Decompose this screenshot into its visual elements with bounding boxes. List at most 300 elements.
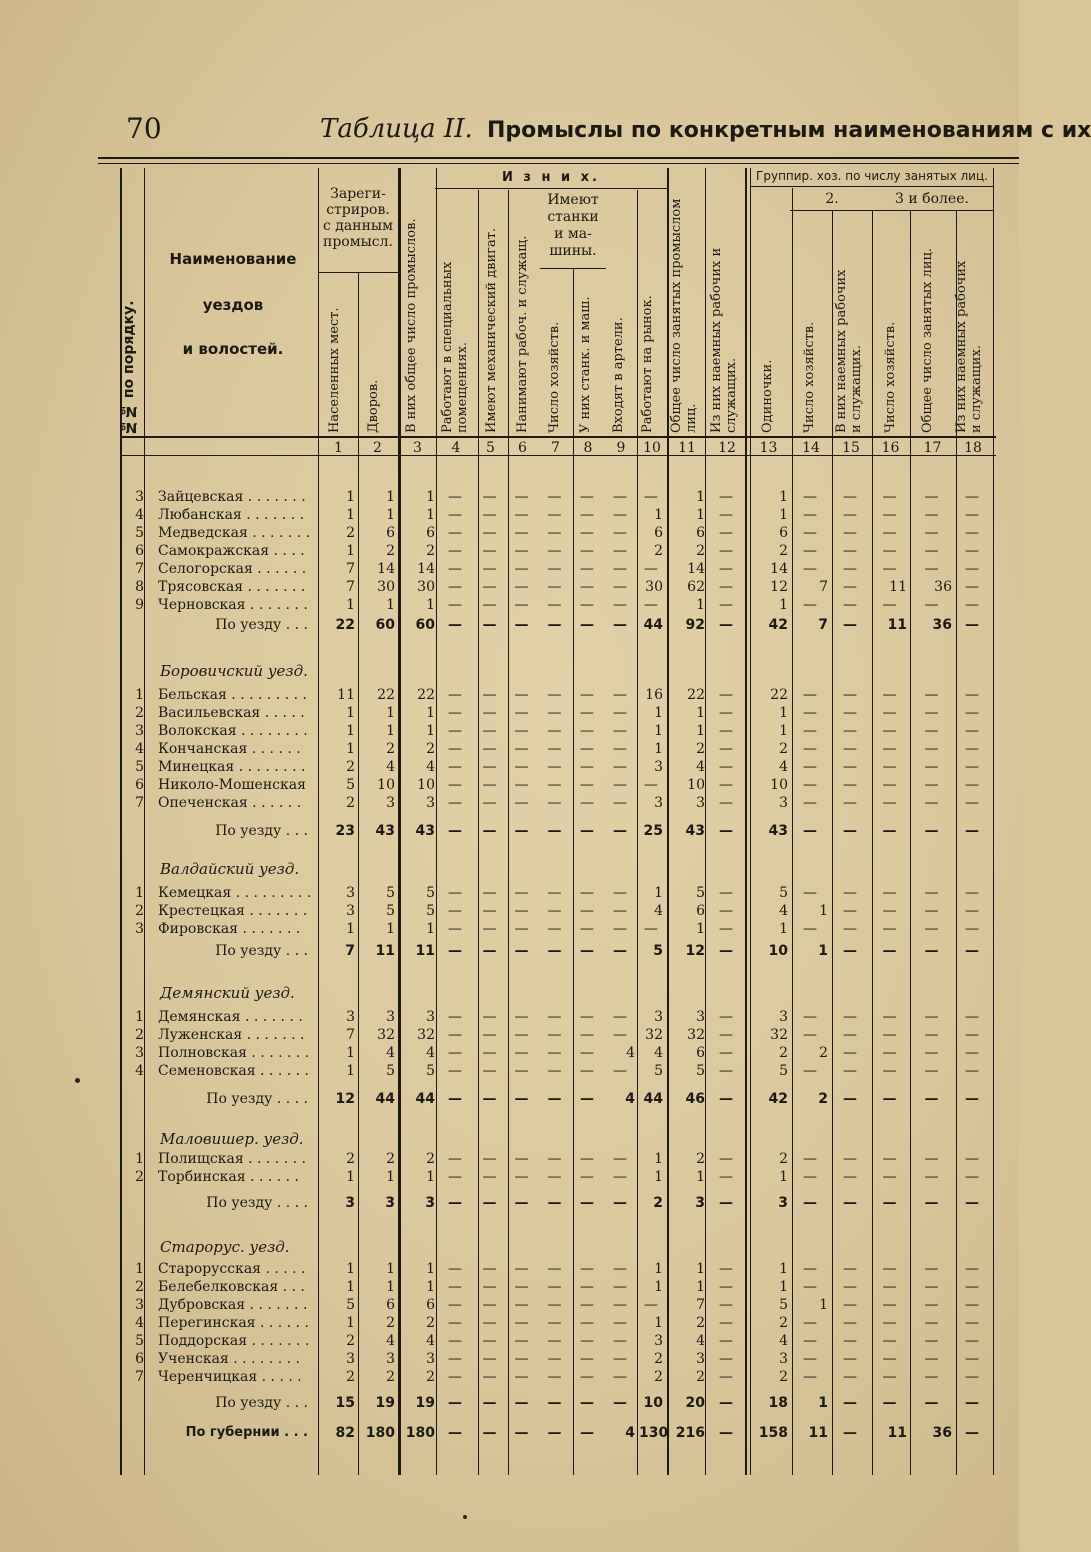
row-number: 1 (135, 1009, 144, 1025)
district-subheader (0, 1238, 1019, 1256)
cell-col-14: — (803, 1333, 817, 1349)
cell-col-10: — (644, 921, 658, 937)
cell-col-6: — (514, 1425, 529, 1441)
cell-col-7: — (547, 1351, 562, 1367)
cell-col-16: — (882, 1395, 897, 1411)
cell-col-13: 2 (779, 741, 788, 757)
cell-col-7: — (547, 617, 562, 633)
cell-col-5: — (482, 741, 497, 757)
cell-col-13: 10 (768, 943, 788, 959)
cell-col-12: — (719, 921, 733, 937)
top-rule-thin (98, 163, 1019, 164)
cell-col-14: — (803, 705, 817, 721)
table-row (0, 740, 1019, 758)
cell-col-14: — (803, 1063, 817, 1079)
cell-col-12: — (719, 1045, 733, 1061)
row-name: Торбинская . . . . . . (158, 1169, 299, 1185)
cell-col-15: — (843, 525, 857, 541)
table-row (0, 596, 1019, 614)
row-name: Медведская . . . . . . . (158, 525, 311, 541)
cell-col-17: — (924, 1063, 939, 1079)
cell-col-9: — (613, 687, 627, 703)
cell-col-13: 1 (779, 1279, 788, 1295)
cell-col-7: — (547, 1261, 562, 1277)
cell-col-10: 3 (654, 759, 663, 775)
total-row (0, 616, 1019, 634)
cell-col-2: 5 (386, 903, 395, 919)
row-name: Волокская . . . . . . . . (158, 723, 308, 739)
ink-speck (75, 1078, 80, 1083)
row-number: 4 (135, 507, 144, 523)
cell-col-13: 1 (779, 489, 788, 505)
cell-col-3: 3 (425, 1195, 435, 1211)
table-row (0, 1350, 1019, 1368)
cell-col-12: — (719, 525, 733, 541)
cell-col-7: — (547, 723, 562, 739)
cell-col-8: — (580, 777, 594, 793)
cell-col-1: 5 (346, 777, 355, 793)
cell-col-16: — (882, 903, 897, 919)
cell-col-11: 92 (685, 617, 705, 633)
cell-col-15: — (843, 617, 857, 633)
district-subheader (0, 1130, 1019, 1148)
row-name: Демянский уезд. (160, 984, 295, 1002)
cell-col-1: 23 (335, 823, 355, 839)
cell-col-8: — (580, 687, 594, 703)
cell-col-1: 1 (346, 1315, 355, 1331)
cell-col-17: — (924, 759, 939, 775)
cell-col-5: — (482, 525, 497, 541)
cell-col-13: 43 (768, 823, 788, 839)
cell-col-14: 7 (818, 617, 828, 633)
row-number: 7 (135, 1369, 144, 1385)
row-name: Любанская . . . . . . . (158, 507, 305, 523)
cell-col-2: 2 (386, 543, 395, 559)
cell-col-12: — (719, 687, 733, 703)
cell-col-15: — (843, 1351, 857, 1367)
cell-col-17: — (924, 1027, 939, 1043)
cell-col-8: — (580, 1333, 594, 1349)
cell-col-14: — (803, 1369, 817, 1385)
cell-col-5: — (482, 1425, 497, 1441)
cell-col-3: 1 (426, 1169, 435, 1185)
cell-col-14: — (803, 1351, 817, 1367)
hired-workers-header: Из них наемных рабочих и служащих. (709, 247, 739, 433)
cell-col-15: — (843, 1063, 857, 1079)
cell-col-4: — (448, 1425, 462, 1441)
cell-col-5: — (482, 1169, 497, 1185)
cell-col-9: — (613, 885, 627, 901)
cell-col-16: — (882, 597, 897, 613)
cell-col-6: — (514, 597, 529, 613)
cell-col-15: — (843, 1009, 857, 1025)
cell-col-13: 1 (779, 1261, 788, 1277)
cell-col-5: — (482, 489, 497, 505)
cell-col-14: — (803, 777, 817, 793)
column-number: 6 (518, 440, 527, 456)
cell-col-3: 2 (426, 1369, 435, 1385)
cell-col-12: — (719, 489, 733, 505)
cell-col-4: — (448, 525, 462, 541)
cell-col-16: — (882, 1261, 897, 1277)
cell-col-5: — (482, 1045, 497, 1061)
cell-col-13: 18 (768, 1395, 788, 1411)
row-name: Луженская . . . . . . . (158, 1027, 305, 1043)
row-number: 5 (135, 1333, 144, 1349)
cell-col-15: — (843, 561, 857, 577)
table-row (0, 1278, 1019, 1296)
cell-col-7: — (547, 1063, 562, 1079)
cell-col-8: — (580, 579, 594, 595)
cell-col-7: — (547, 1315, 562, 1331)
cell-col-7: — (547, 921, 562, 937)
cell-col-14: — (803, 507, 817, 523)
cell-col-16: — (882, 687, 897, 703)
cell-col-12: — (719, 1261, 733, 1277)
cell-col-7: — (547, 1009, 562, 1025)
cell-col-18: — (965, 1315, 979, 1331)
cell-col-18: — (965, 579, 979, 595)
row-name: Бельская . . . . . . . . . (158, 687, 307, 703)
cell-col-8: — (580, 795, 594, 811)
cell-col-12: — (719, 1369, 733, 1385)
cell-col-10: 16 (645, 687, 663, 703)
cell-col-5: — (482, 687, 497, 703)
cell-col-15: — (843, 489, 857, 505)
cell-col-11: 2 (696, 1151, 705, 1167)
cell-col-18: — (965, 507, 979, 523)
cell-col-1: 2 (346, 1369, 355, 1385)
cell-col-14: — (803, 1261, 817, 1277)
cell-col-6: — (514, 885, 529, 901)
cell-col-10: — (644, 1297, 658, 1313)
cell-col-7: — (547, 507, 562, 523)
cell-col-10: 1 (654, 1279, 663, 1295)
cell-col-3: 2 (426, 1151, 435, 1167)
row-number: 2 (135, 705, 144, 721)
cell-col-16: — (882, 1091, 897, 1107)
cell-col-5: — (482, 1333, 497, 1349)
cell-col-11: 6 (696, 903, 705, 919)
cell-col-18: — (965, 1151, 979, 1167)
cell-col-16: — (882, 1297, 897, 1313)
cell-col-17: — (924, 1151, 939, 1167)
total-row (0, 1394, 1019, 1412)
cell-col-4: — (448, 1369, 462, 1385)
cell-col-16: — (882, 943, 897, 959)
cell-col-17: — (924, 777, 939, 793)
cell-col-9: — (613, 489, 627, 505)
cell-col-4: — (448, 1351, 462, 1367)
row-name: По уезду . . . . (206, 1091, 308, 1107)
cell-col-2: 1 (386, 1169, 395, 1185)
cell-col-8: — (580, 1169, 594, 1185)
cell-col-2: 2 (386, 1151, 395, 1167)
cell-col-10: — (644, 777, 658, 793)
row-number: 2 (135, 1169, 144, 1185)
cell-col-8: — (580, 1195, 594, 1211)
cell-col-1: 1 (346, 921, 355, 937)
cell-col-4: — (448, 1279, 462, 1295)
cell-col-7: — (547, 1045, 562, 1061)
cell-col-5: — (482, 1261, 497, 1277)
cell-col-15: — (843, 705, 857, 721)
cell-col-2: 1 (386, 723, 395, 739)
row-name: Крестецкая . . . . . . . (158, 903, 308, 919)
cell-col-2: 3 (385, 1195, 395, 1211)
cell-col-16: — (882, 1151, 897, 1167)
cell-col-12: — (719, 1425, 733, 1441)
cell-col-16: — (882, 507, 897, 523)
cell-col-6: — (514, 795, 529, 811)
cell-col-16: — (882, 1369, 897, 1385)
cell-col-16: — (882, 795, 897, 811)
cell-col-15: — (843, 543, 857, 559)
cell-col-4: — (448, 741, 462, 757)
cell-col-17: 36 (932, 617, 952, 633)
cell-col-18: — (965, 759, 979, 775)
cell-col-11: 46 (685, 1091, 705, 1107)
cell-col-2: 10 (377, 777, 395, 793)
cell-col-7: — (547, 1297, 562, 1313)
cell-col-13: 1 (779, 705, 788, 721)
district-subheader (0, 662, 1019, 680)
cell-col-15: — (843, 1027, 857, 1043)
order-no-header: №№ по порядку. (121, 300, 137, 435)
row-number: 3 (135, 921, 144, 937)
table-row (0, 578, 1019, 596)
cell-col-8: — (580, 741, 594, 757)
cell-col-7: — (547, 489, 562, 505)
cell-col-3: 1 (426, 705, 435, 721)
cell-col-6: — (514, 617, 529, 633)
cell-col-6: — (514, 489, 529, 505)
cell-col-11: 2 (696, 1315, 705, 1331)
cell-col-9: — (613, 1169, 627, 1185)
cell-col-9: — (613, 795, 627, 811)
cell-col-6: — (514, 1045, 529, 1061)
cell-col-17: — (924, 1169, 939, 1185)
cell-col-18: — (965, 617, 979, 633)
cell-col-18: — (965, 1195, 979, 1211)
cell-col-16: — (882, 823, 897, 839)
cell-col-8: — (580, 723, 594, 739)
cell-col-1: 3 (346, 1009, 355, 1025)
row-name: Фировская . . . . . . . (158, 921, 301, 937)
cell-col-9: — (613, 1027, 627, 1043)
table-row (0, 1044, 1019, 1062)
cell-col-13: 4 (779, 903, 788, 919)
cell-col-4: — (448, 1091, 462, 1107)
cell-col-13: 5 (779, 1063, 788, 1079)
cell-col-6: — (514, 1169, 529, 1185)
cell-col-10: 1 (654, 507, 663, 523)
row-name: Поддорская . . . . . . . (158, 1333, 310, 1349)
cell-col-12: — (719, 617, 733, 633)
cell-col-3: 180 (405, 1425, 435, 1441)
cell-col-6: — (514, 759, 529, 775)
table-row (0, 524, 1019, 542)
cell-col-3: 1 (426, 597, 435, 613)
cell-col-7: — (547, 561, 562, 577)
cell-col-14: — (803, 525, 817, 541)
cell-col-2: 32 (377, 1027, 395, 1043)
cell-col-16: — (882, 561, 897, 577)
row-name: Васильевская . . . . . (158, 705, 305, 721)
table-row (0, 704, 1019, 722)
cell-col-9: — (613, 759, 627, 775)
cell-col-10: 6 (654, 525, 663, 541)
cell-col-13: 4 (779, 759, 788, 775)
cell-col-10: 30 (645, 579, 663, 595)
cell-col-8: — (580, 489, 594, 505)
cell-col-12: — (719, 543, 733, 559)
cell-col-15: — (843, 1395, 857, 1411)
cell-col-4: — (448, 543, 462, 559)
cell-col-4: — (448, 489, 462, 505)
cell-col-18: — (965, 1169, 979, 1185)
cell-col-8: — (580, 597, 594, 613)
cell-col-3: 1 (426, 723, 435, 739)
cell-col-14: 11 (808, 1425, 828, 1441)
cell-col-1: 1 (346, 1279, 355, 1295)
cell-col-1: 11 (337, 687, 355, 703)
cell-col-1: 1 (346, 1063, 355, 1079)
cell-col-17: — (924, 543, 939, 559)
cell-col-14: — (803, 1195, 817, 1211)
cell-col-9: — (613, 525, 627, 541)
cell-col-14: — (803, 723, 817, 739)
cell-col-6: — (514, 823, 529, 839)
cell-col-18: — (965, 687, 979, 703)
cell-col-17: — (924, 795, 939, 811)
total-row (0, 822, 1019, 840)
cell-col-2: 1 (386, 1261, 395, 1277)
cell-col-7: — (547, 543, 562, 559)
cell-col-4: — (448, 687, 462, 703)
cell-col-8: — (580, 1351, 594, 1367)
cell-col-8: — (580, 823, 594, 839)
cell-col-8: — (580, 561, 594, 577)
cell-col-4: — (448, 921, 462, 937)
cell-col-12: — (719, 943, 733, 959)
cell-col-17: — (924, 823, 939, 839)
cell-col-5: — (482, 579, 497, 595)
cell-col-5: — (482, 943, 497, 959)
cell-col-5: — (482, 777, 497, 793)
cell-col-5: — (482, 597, 497, 613)
cell-col-7: — (547, 903, 562, 919)
cell-col-13: 14 (770, 561, 788, 577)
cell-col-3: 2 (426, 543, 435, 559)
table-row (0, 1008, 1019, 1026)
cell-col-1: 22 (335, 617, 355, 633)
row-number: 4 (135, 741, 144, 757)
cell-col-11: 3 (696, 1009, 705, 1025)
cell-col-17: — (924, 489, 939, 505)
cell-col-9: — (613, 579, 627, 595)
cell-col-17: — (924, 1369, 939, 1385)
column-number: 18 (964, 440, 982, 456)
cell-col-11: 14 (687, 561, 705, 577)
cell-col-1: 1 (346, 741, 355, 757)
cell-col-8: — (580, 1425, 594, 1441)
column-number: 7 (551, 440, 560, 456)
cell-col-18: — (965, 1063, 979, 1079)
row-name: Минецкая . . . . . . . . (158, 759, 306, 775)
cell-col-9: — (613, 943, 627, 959)
cell-col-16: — (882, 885, 897, 901)
cell-col-16: — (882, 1027, 897, 1043)
cell-col-17: — (924, 597, 939, 613)
row-name: По уезду . . . (215, 617, 308, 633)
cell-col-3: 32 (417, 1027, 435, 1043)
cell-col-2: 2 (386, 1315, 395, 1331)
cell-col-13: 2 (779, 1369, 788, 1385)
row-name: Опеченская . . . . . . (158, 795, 302, 811)
cell-col-8: — (580, 1261, 594, 1277)
cell-col-16: — (882, 921, 897, 937)
row-number: 4 (135, 1315, 144, 1331)
cell-col-9: — (613, 921, 627, 937)
cell-col-10: 2 (653, 1195, 663, 1211)
cell-col-2: 22 (377, 687, 395, 703)
cell-col-18: — (965, 489, 979, 505)
cell-col-10: 44 (643, 1091, 663, 1107)
cell-col-5: — (482, 1395, 497, 1411)
row-name: По уезду . . . (215, 823, 308, 839)
cell-col-7: — (547, 795, 562, 811)
cell-col-6: — (514, 1195, 529, 1211)
cell-col-7: — (547, 1333, 562, 1349)
cell-col-14: — (803, 543, 817, 559)
cell-col-4: — (448, 777, 462, 793)
cell-col-9: — (613, 1195, 627, 1211)
machines-header: Имеют станки и ма- шины. (547, 192, 599, 259)
cell-col-13: 32 (770, 1027, 788, 1043)
row-name: Семеновская . . . . . . (158, 1063, 309, 1079)
cell-col-3: 11 (415, 943, 435, 959)
cell-col-7: — (547, 1425, 562, 1441)
column-number: 15 (842, 440, 860, 456)
cell-col-14: 1 (818, 1395, 828, 1411)
cell-col-9: — (613, 1351, 627, 1367)
cell-col-17: — (924, 687, 939, 703)
cell-col-9: — (613, 1395, 627, 1411)
table-row (0, 542, 1019, 560)
cell-col-7: — (547, 1279, 562, 1295)
group-two-header: 2. (825, 191, 839, 207)
table-row (0, 1296, 1019, 1314)
cell-col-14: — (803, 823, 817, 839)
cell-col-11: 1 (696, 507, 705, 523)
cell-col-12: — (719, 1333, 733, 1349)
cell-col-3: 43 (415, 823, 435, 839)
cell-col-10: 1 (654, 723, 663, 739)
cell-col-15: — (843, 823, 857, 839)
cell-col-2: 1 (386, 597, 395, 613)
cell-col-14: 1 (818, 943, 828, 959)
cell-col-9: — (613, 903, 627, 919)
cell-col-11: 3 (696, 1351, 705, 1367)
ink-speck (463, 1515, 467, 1519)
g3-total-header: Общее число занятых лиц. (920, 248, 935, 433)
cell-col-15: — (843, 1091, 857, 1107)
cell-col-9: 4 (625, 1425, 635, 1441)
cell-col-13: 42 (768, 1091, 788, 1107)
cell-col-5: — (482, 1151, 497, 1167)
cell-col-16: 11 (887, 1425, 907, 1441)
